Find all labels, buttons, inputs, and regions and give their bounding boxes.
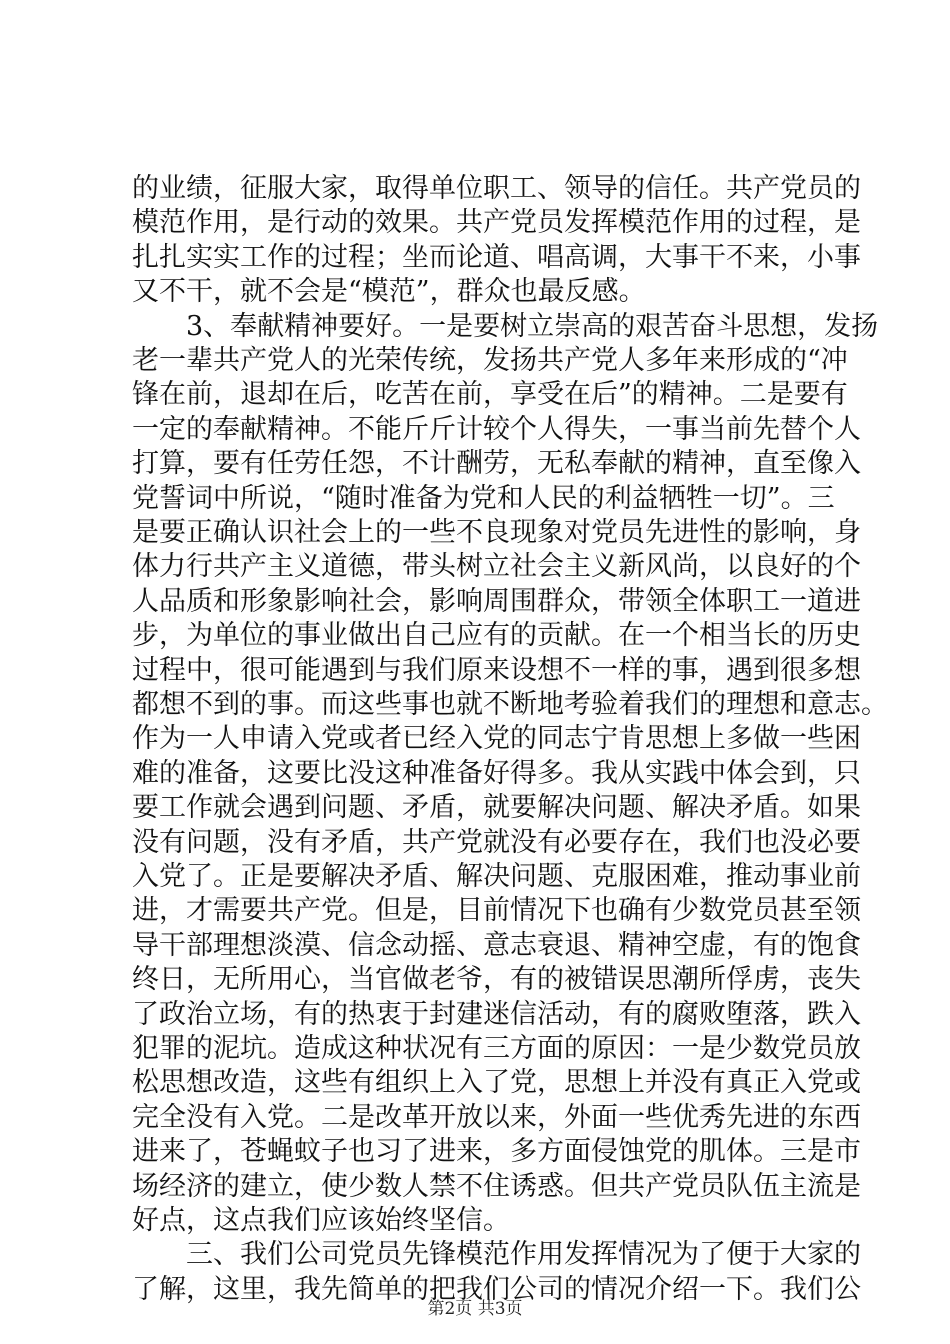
text-line: 的业绩，征服大家，取得单位职工、领导的信任。共产党员的 — [132, 173, 861, 204]
text-line: 导干部理想淡漠、信念动摇、意志衰退、精神空虚，有的饱食 — [132, 929, 861, 961]
text-line: 了解，这里，我先简单的把我们公司的情况介绍一下。我们公 — [132, 1273, 861, 1305]
text-line: 终日，无所用心，当官做老爷，有的被错误思潮所俘虏，丧失 — [132, 964, 861, 996]
text-line: 三、我们公司党员先锋模范作用发挥情况为了便于大家的 — [132, 1239, 861, 1271]
text-line: 了政治立场，有的热衷于封建迷信活动，有的腐败堕落，跌入 — [132, 998, 861, 1030]
text-line: 好点，这点我们应该始终坚信。 — [132, 1205, 510, 1236]
text-line: 体力行共产主义道德，带头树立社会主义新风尚，以良好的个 — [132, 551, 861, 583]
text-line: 进来了，苍蝇蚊子也习了进来，多方面侵蚀党的肌体。三是市 — [132, 1136, 861, 1168]
text-line: 完全没有入党。二是改革开放以来，外面一些优秀先进的东西 — [132, 1101, 861, 1133]
text-line: 松思想改造，这些有组织上入了党，思想上并没有真正入党或 — [132, 1067, 861, 1099]
text-line: 模范作用，是行动的效果。共产党员发挥模范作用的过程，是 — [132, 207, 861, 239]
text-line: 是要正确认识社会上的一些不良现象对党员先进性的影响，身 — [132, 517, 861, 548]
text-line: 没有问题，没有矛盾，共产党就没有必要存在，我们也没必要 — [132, 826, 861, 858]
text-line: 人品质和形象影响社会，影响周围群众，带领全体职工一道进 — [132, 585, 861, 617]
text-line: 老一辈共产党人的光荣传统，发扬共产党人多年来形成的“冲 — [132, 345, 848, 376]
text-line: 作为一人申请入党或者已经入党的同志宁肯思想上多做一些困 — [132, 723, 861, 755]
text-line: 难的准备，这要比没这种准备好得多。我从实践中体会到，只 — [132, 757, 861, 789]
text-line: 锋在前，退却在后，吃苦在前，享受在后”的精神。二是要有 — [132, 379, 848, 411]
text-line: 过程中，很可能遇到与我们原来设想不一样的事，遇到很多想 — [132, 654, 861, 686]
text-line: 要工作就会遇到问题、矛盾，就要解决问题、解决矛盾。如果 — [132, 792, 861, 824]
text-line: 一定的奉献精神。不能斤斤计较个人得失，一事当前先替个人 — [132, 413, 861, 445]
text-line: 3、奉献精神要好。一是要树立崇高的艰苦奋斗思想，发扬 — [132, 310, 879, 342]
text-line: 入党了。正是要解决矛盾、解决问题、克服困难，推动事业前 — [132, 861, 861, 892]
text-line: 打算，要有任劳任怨，不计酬劳，无私奉献的精神，直至像入 — [132, 448, 861, 480]
text-line: 又不干，就不会是“模范”，群众也最反感。 — [132, 276, 646, 308]
text-line: 进，才需要共产党。但是，目前情况下也确有少数党员甚至领 — [132, 895, 861, 927]
text-line: 场经济的建立，使少数人禁不住诱惑。但共产党员队伍主流是 — [132, 1170, 861, 1202]
text-line: 党誓词中所说，“随时准备为党和人民的利益牺牲一切”。三 — [132, 482, 835, 514]
text-line: 都想不到的事。而这些事也就不断地考验着我们的理想和意志。 — [132, 689, 888, 720]
text-line: 扎扎实实工作的过程；坐而论道、唱高调，大事干不来，小事 — [132, 241, 861, 273]
page-footer: 第2页 共3页 — [427, 1299, 523, 1319]
text-line: 步，为单位的事业做出自己应有的贡献。在一个相当长的历史 — [132, 620, 861, 652]
text-line: 犯罪的泥坑。造成这种状况有三方面的原因：一是少数党员放 — [132, 1033, 861, 1064]
